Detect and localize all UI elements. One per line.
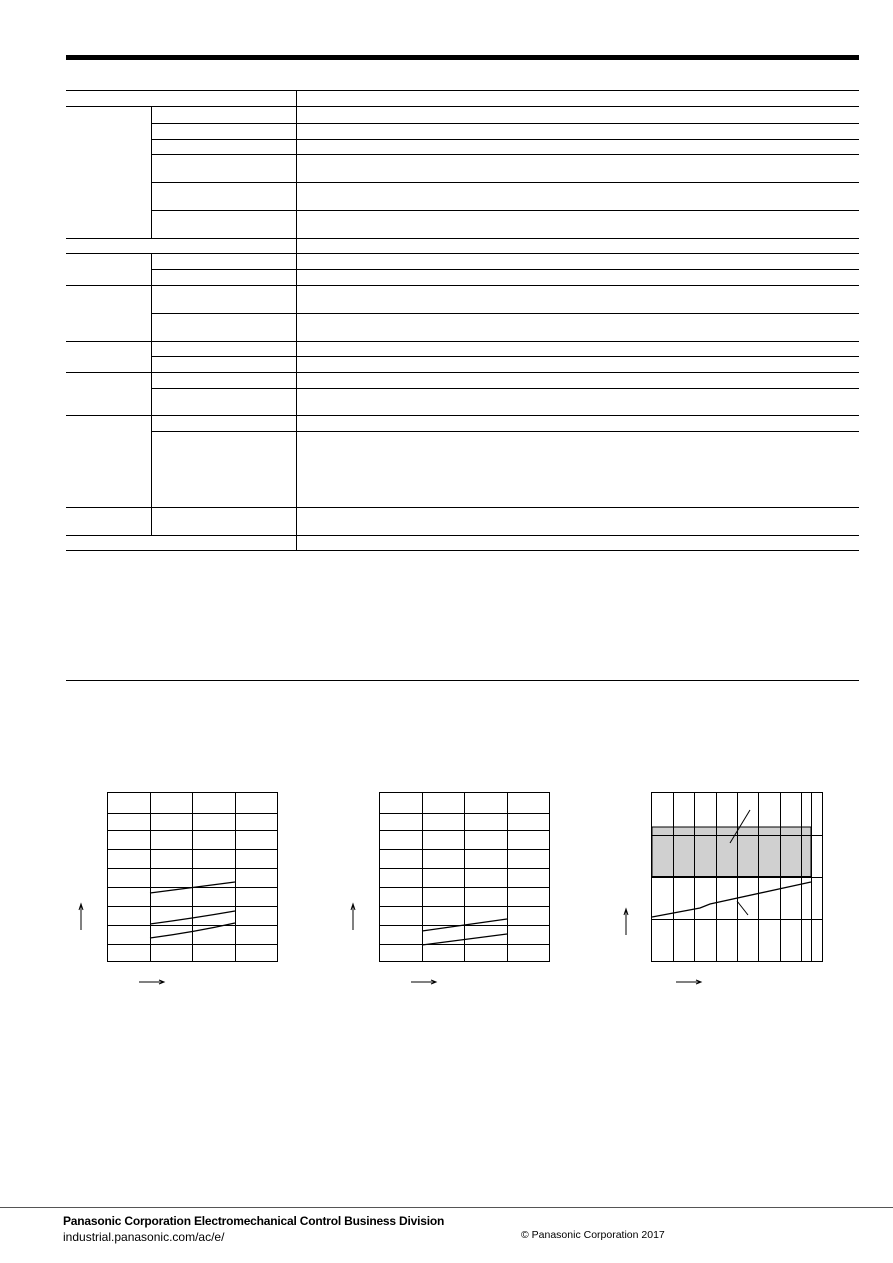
footer-rule [0, 1207, 893, 1208]
table-rule [66, 341, 859, 342]
graph-3-leader-lower [737, 901, 748, 915]
graph-2 [347, 785, 557, 995]
graph-3-shaded-region [652, 827, 811, 877]
header-rule [66, 55, 859, 60]
table-rule [151, 106, 152, 238]
footer-url[interactable]: industrial.panasonic.com/ac/e/ [63, 1230, 225, 1244]
graph-2-grid [380, 793, 550, 962]
table-rule [151, 182, 859, 183]
footer-company: Panasonic Corporation Electromechanical Control Business Division [63, 1214, 445, 1228]
footer-copyright: © Panasonic Corporation 2017 [521, 1229, 665, 1241]
table-rule [151, 388, 859, 389]
graph-1 [75, 785, 285, 995]
table-rule [66, 90, 859, 91]
graph-3-curve [652, 882, 811, 917]
graph-2-x-arrow [411, 980, 436, 984]
section-rule [66, 680, 859, 681]
table-rule [66, 238, 859, 239]
table-rule [66, 106, 859, 107]
table-rule [66, 550, 859, 551]
table-rule [151, 269, 859, 270]
table-rule [66, 372, 859, 373]
table-rule [151, 123, 859, 124]
table-rule [296, 90, 297, 550]
table-rule [66, 507, 859, 508]
graph-3-y-arrow [624, 909, 628, 935]
table-rule [66, 285, 859, 286]
table-rule [151, 253, 152, 535]
table-rule [66, 415, 859, 416]
graph-3 [620, 785, 830, 995]
graph-1-y-arrow [79, 904, 83, 930]
graph-2-y-arrow [351, 904, 355, 930]
table-rule [151, 139, 859, 140]
table-rule [66, 535, 859, 536]
graph-1-grid [108, 793, 278, 962]
graph-1-x-arrow [139, 980, 164, 984]
graph-3-x-arrow [676, 980, 701, 984]
table-rule [151, 313, 859, 314]
table-rule [151, 431, 859, 432]
table-rule [151, 154, 859, 155]
table-rule [66, 253, 859, 254]
table-rule [151, 210, 859, 211]
table-rule [151, 356, 859, 357]
